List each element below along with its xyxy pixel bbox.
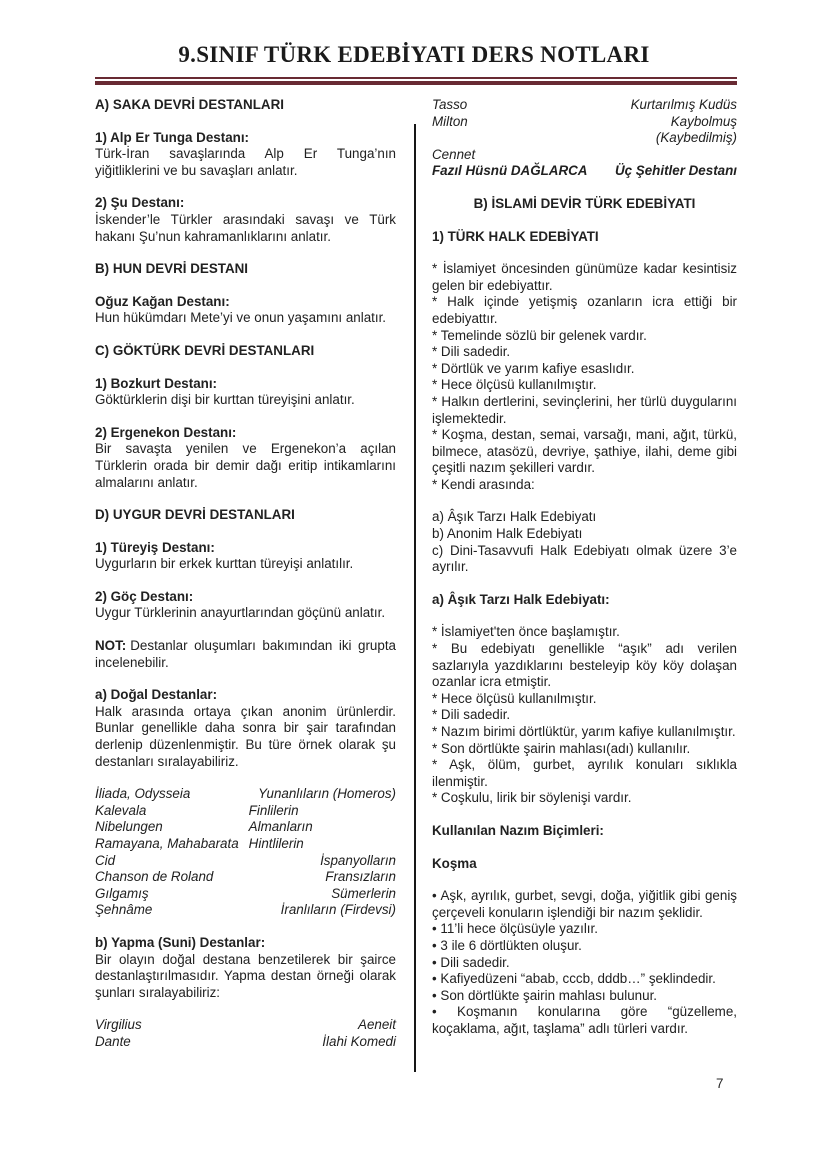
bullet-item: * Halkın dertlerini, sevinçlerini, her türlü duygularını işlemektedir. <box>432 393 737 426</box>
entry-text: Uygurların bir erkek kurttan türeyişi anlatılır. <box>95 556 354 572</box>
pair-value: Üç Şehitler Destanı <box>614 163 737 179</box>
entry-title: 2) Göç Destanı: <box>95 588 194 604</box>
pair-value: Kaybolmuş (Kaybedilmiş) <box>655 113 737 146</box>
column-divider <box>414 124 416 1072</box>
entry-text: Hun hükümdarı Mete’yi ve onun yaşamını anlatır. <box>95 310 387 326</box>
entry-text: Uygur Türklerinin anayurtlarından göçünü anlatır. <box>95 605 386 621</box>
bullet-item: * Dili sadedir. <box>432 707 511 723</box>
pair-name: Cid <box>95 852 116 868</box>
pair-name: Gılgamış <box>95 885 149 901</box>
page-title: 9.SINIF TÜRK EDEBİYATI DERS NOTLARI <box>178 42 650 67</box>
entry-text: Halk arasında ortaya çıkan anonim ürünlerdir. Bunlar genellikle daha sonra bir şair tarafından derlenip düzenlenmiştir. Bu türe örnek olarak şu destanları sıralayabiliriz. <box>95 703 396 769</box>
bullet-item: * Nazım birimi dörtlüktür, yarım kafiye kullanılmıştır. <box>432 724 736 739</box>
entry-text: İskender’le Türkler arasındaki savaşı ve Türk hakanı Şu’nun kahramanlıklarını anlatır. <box>95 211 396 244</box>
pair-name: Cennet <box>432 146 476 162</box>
entry <box>95 540 396 573</box>
title-rule <box>95 77 737 85</box>
bullet-item: b) Anonim Halk Edebiyatı <box>432 526 583 542</box>
right-column <box>432 97 737 1054</box>
pair-value: Finlilerin <box>248 802 299 818</box>
title-rule-thick-line <box>95 81 737 85</box>
entry <box>95 935 396 1001</box>
section-heading: B) HUN DEVRİ DESTANI <box>95 261 249 277</box>
entry-title: 1) Alp Er Tunga Destanı: <box>95 129 250 145</box>
pair-value: Aeneit <box>358 1017 396 1033</box>
pair-name: Şehnâme <box>95 902 153 918</box>
entry-title: 1) Türeyiş Destanı: <box>95 539 215 555</box>
pair-value <box>597 147 737 164</box>
bullet-item: • Koşmanın konularına göre “güzelleme, koçaklama, ağıt, taşlama” adlı türleri vardır. <box>432 1004 737 1036</box>
bullet-item: * Coşkulu, lirik bir söylenişi vardır. <box>432 790 632 806</box>
entry <box>95 425 396 491</box>
page-number: 7 <box>716 1076 724 1091</box>
entry <box>95 294 396 327</box>
entry <box>95 376 396 409</box>
pair-value: Fransızların <box>325 869 396 885</box>
title-rule-thin-line <box>95 77 737 79</box>
pair-list <box>95 786 396 919</box>
entry-title: 1) Bozkurt Destanı: <box>95 375 218 391</box>
bullet-item: * Temelinde sözlü bir gelenek vardır. <box>432 327 647 343</box>
bullet-item: a) Âşık Tarzı Halk Edebiyatı <box>432 509 597 525</box>
entry <box>95 589 396 622</box>
bullet-item: * Kendi arasında: <box>432 476 535 492</box>
bullet-item: * Bu edebiyatı genellikle “aşık” adı verilen sazlarıyla yazdıklarını besteleyip köy köy dolaşan ozanlar icra etmiştir. <box>432 641 737 690</box>
note-text: Destanlar oluşumları bakımından iki grupta incelenebilir. <box>95 638 396 670</box>
bullet-item: • 11’li hece ölçüsüyle yazılır. <box>432 921 598 937</box>
bullet-list <box>432 624 737 807</box>
pair-value: Almanların <box>248 819 313 835</box>
pair-name: Nibelungen <box>95 819 163 835</box>
entry <box>95 687 396 770</box>
pair-value: İranlıların (Firdevsi) <box>280 902 396 918</box>
pair-name: Tasso <box>432 97 468 112</box>
note-label: NOT: <box>95 638 127 654</box>
bullet-item: c) Dini-Tasavvufi Halk Edebiyatı olmak üzere 3’e ayrılır. <box>432 542 737 575</box>
pair-name: İliada, Odysseia <box>95 786 191 802</box>
pair-name: Fazıl Hüsnü DAĞLARCA <box>432 163 588 179</box>
bullet-item: * Dörtlük ve yarım kafiye esaslıdır. <box>432 360 635 376</box>
bullet-item: • Dili sadedir. <box>432 954 510 970</box>
entry-title: 2) Şu Destanı: <box>95 195 185 211</box>
entry-text: Türk-İran savaşlarında Alp Er Tunga’nın yiğitliklerini ve bu savaşları anlatır. <box>95 146 396 178</box>
bullet-item: * Hece ölçüsü kullanılmıştır. <box>432 690 597 706</box>
bullet-item: • Aşk, ayrılık, gurbet, sevgi, doğa, yiğitlik gibi geniş çerçeveli konuların işlendiği bir nazım şeklidir. <box>432 888 737 920</box>
centered-section-heading: B) İSLAMİ DEVİR TÜRK EDEBİYATI <box>473 195 696 211</box>
bullet-list <box>432 509 737 575</box>
entry-title: Oğuz Kağan Destanı: <box>95 293 230 309</box>
pair-value: Sümerlerin <box>331 885 396 901</box>
pair-value: İlahi Komedi <box>322 1033 396 1049</box>
pair-name: Ramayana, Mahabarata <box>95 836 239 851</box>
entry-text: Göktürklerin dişi bir kurttan türeyişini anlatır. <box>95 392 355 408</box>
section-heading: Kullanılan Nazım Biçimleri: <box>432 822 604 838</box>
entry <box>95 195 396 245</box>
section-heading: A) SAKA DEVRİ DESTANLARI <box>95 97 284 112</box>
entry-title: b) Yapma (Suni) Destanlar: <box>95 934 266 950</box>
section-heading: D) UYGUR DEVRİ DESTANLARI <box>95 507 295 523</box>
section-heading: a) Âşık Tarzı Halk Edebiyatı: <box>432 591 610 607</box>
pair-name: Dante <box>95 1033 131 1049</box>
bullet-item: * Koşma, destan, semai, varsağı, mani, ağıt, türkü, bilmece, atasözü, devriye, şathiye, ilahi, deme gibi çeşitli nazım şekilleri vardır. <box>432 427 737 476</box>
pair-name: Virgilius <box>95 1017 142 1033</box>
pair-list <box>432 97 737 180</box>
entry-title: 2) Ergenekon Destanı: <box>95 424 237 440</box>
bullet-item: * İslamiyet öncesinden günümüze kadar kesintisiz gelen bir edebiyattır. <box>432 261 737 293</box>
bullet-item: * Son dörtlükte şairin mahlası(adı) kullanılır. <box>432 740 691 756</box>
section-heading: Koşma <box>432 855 477 871</box>
bullet-item: * Hece ölçüsü kullanılmıştır. <box>432 377 597 393</box>
pair-value: İspanyolların <box>320 852 396 868</box>
pair-name: Milton <box>432 113 468 129</box>
entry-title: a) Doğal Destanlar: <box>95 687 218 703</box>
bullet-item: • Kafiyedüzeni “abab, cccb, dddb…” şeklindedir. <box>432 971 716 987</box>
pair-value: Kurtarılmış Kudüs <box>630 97 737 112</box>
entry-text: Bir olayın doğal destana benzetilerek bir şairce destanlaştırılmasıdır. Yapma destan örneği olarak şunları sıralayabiliriz: <box>95 951 396 1000</box>
bullet-item: • Son dörtlükte şairin mahlası bulunur. <box>432 987 658 1003</box>
pair-name: Chanson de Roland <box>95 869 214 885</box>
left-column <box>95 97 396 1067</box>
section-heading: C) GÖKTÜRK DEVRİ DESTANLARI <box>95 342 315 358</box>
pair-value: Hintlilerin <box>248 836 304 851</box>
bullet-item: * Aşk, ölüm, gurbet, ayrılık konuları sıklıkla ilenmiştir. <box>432 757 737 789</box>
note <box>95 638 396 671</box>
entry-text: Bir savaşta yenilen ve Ergenekon’a açılan Türklerin orada bir demir dağı eritip intikamlarını almalarını anlatır. <box>95 441 396 490</box>
section-heading: 1) TÜRK HALK EDEBİYATI <box>432 228 599 244</box>
pair-list <box>95 1017 396 1050</box>
pair-name: Kalevala <box>95 802 147 818</box>
bullet-item: * Dili sadedir. <box>432 344 511 360</box>
pair-value: Yunanlıların (Homeros) <box>258 786 396 802</box>
entry <box>95 130 396 180</box>
bullet-item: * İslamiyet'ten önce başlamıştır. <box>432 624 620 640</box>
bullet-item: • 3 ile 6 dörtlükten oluşur. <box>432 937 582 953</box>
bullet-list <box>432 261 737 493</box>
bullet-list <box>432 888 737 1037</box>
bullet-item: * Halk içinde yetişmiş ozanların icra ettiği bir edebiyattır. <box>432 294 737 326</box>
